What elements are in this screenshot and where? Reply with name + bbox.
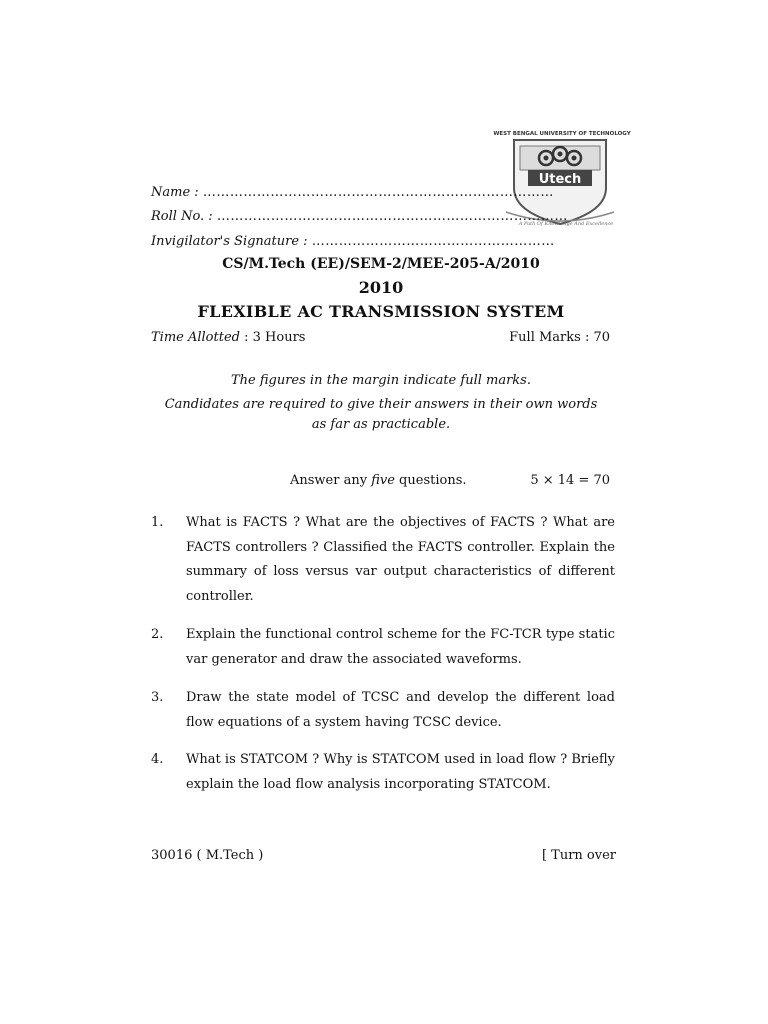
name-label: Name : xyxy=(151,185,199,200)
full-marks: Full Marks : 70 xyxy=(509,330,610,345)
question-2 xyxy=(151,623,615,672)
paper-code: 30016 ( M.Tech ) xyxy=(151,848,264,863)
roll-no-label: Roll No. : xyxy=(151,209,213,224)
signature-dots: ……………………………………………… xyxy=(311,234,555,249)
question-1 xyxy=(151,511,615,609)
question-number: 4. xyxy=(151,752,164,767)
time-value: : 3 Hours xyxy=(244,330,306,345)
question-number: 3. xyxy=(151,690,164,705)
turn-over: [ Turn over xyxy=(541,848,616,863)
instruction-margin: The figures in the margin indicate full marks. xyxy=(230,373,531,388)
question-number: 1. xyxy=(151,515,164,530)
logo-badge-text: Utech xyxy=(538,172,582,187)
question-text: What is STATCOM ? Why is STATCOM used in load flow ? Briefly explain the load flow analysis incorporating STATCOM. xyxy=(186,752,615,792)
question-number: 2. xyxy=(151,627,164,642)
subject-title: FLEXIBLE AC TRANSMISSION SYSTEM xyxy=(197,302,565,321)
course-code: CS/M.Tech (EE)/SEM-2/MEE-205-A/2010 xyxy=(222,256,540,272)
answer-emphasis: five xyxy=(371,473,395,488)
question-text: What is FACTS ? What are the objectives of FACTS ? What are FACTS controllers ? Classified the FACTS controller. Explain the summary of loss versus var output characteristics of different controller. xyxy=(186,515,615,604)
roll-no-field[interactable] xyxy=(151,209,568,224)
answer-instruction xyxy=(290,473,467,488)
name-dots: …………………………………………………………………… xyxy=(202,185,554,200)
answer-post: questions. xyxy=(394,473,467,488)
question-3 xyxy=(151,686,615,735)
answer-pre: Answer any xyxy=(290,473,372,488)
time-label: Time Allotted xyxy=(151,330,240,345)
question-text: Draw the state model of TCSC and develop the different load flow equations of a system having TCSC device. xyxy=(186,690,615,730)
instruction-own-words: Candidates are required to give their answers in their own words xyxy=(164,397,598,412)
instruction-practicable: as far as practicable. xyxy=(311,417,451,432)
question-text: Explain the functional control scheme for the FC-TCR type static var generator and draw the associated waveforms. xyxy=(186,627,615,667)
exam-year: 2010 xyxy=(358,278,404,297)
answer-marks: 5 × 14 = 70 xyxy=(530,473,610,488)
question-4 xyxy=(151,748,615,797)
logo-motto: A Path Of Knowledge And Excellence xyxy=(518,221,614,227)
signature-label: Invigilator's Signature : xyxy=(151,234,308,249)
roll-no-dots: …………………………………………………………………… xyxy=(216,209,568,224)
time-allotted xyxy=(151,330,305,345)
name-field[interactable] xyxy=(151,185,554,200)
signature-field[interactable] xyxy=(151,234,555,249)
logo-top-text-1: WEST BENGAL UNIVERSITY OF TECHNOLOGY xyxy=(493,131,631,137)
